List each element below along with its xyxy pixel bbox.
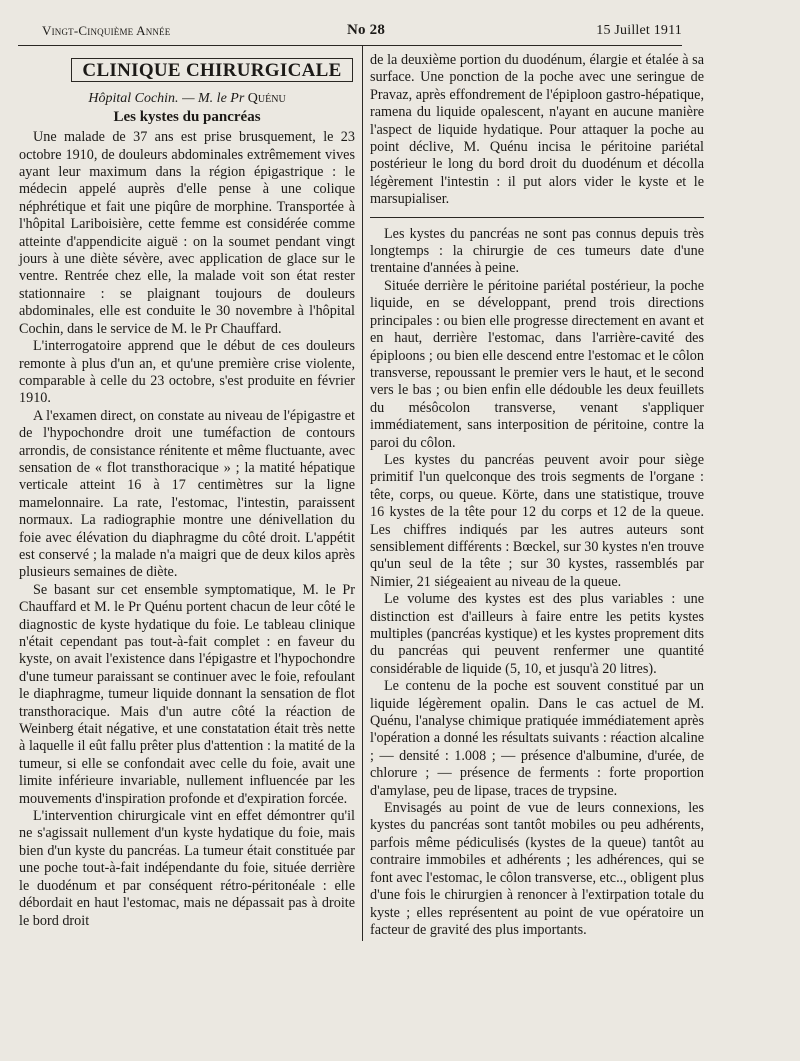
issue-number: No 28 [347,22,386,38]
paragraph: Se basant sur cet ensemble symptomatique, M. le Pr Chauffard et M. le Pr Quénu portent chacun de leur côté le diagnostic de kyste hydatique du foie. Le tableau clinique n'était cependant pas tout-à-fait complet : en faveur du kyste, on avait l'existence dans l'épigastre et l'hypochondre d'une tumeur paraissant se continuer avec le foie, refoulant le diaphragme, tumeur liquide donnant la sensation de flot transthoracique. Mais d'un autre côté la réaction de Weinberg était négative, et une constatation était très nette à laquelle il eût fallu prêter plus d'attention : la matité de la tumeur, si elle se confondait avec celle du foie, avait une limite inférieure invariable, nullement influencée par les mouvements d'inspiration profonde et d'expiration forcée. [19,581,355,807]
paragraph: A l'examen direct, on constate au niveau de l'épigastre et de l'hypochondre droit une tuméfaction de contours arrondis, de consistance rénitente et même fluctuante, avec sensation de « flot transthoracique » ; la matité hépatique verticale atteint 16 à 17 centimètres sur la ligne mamelonnaire. La rate, l'estomac, l'intestin, paraissent normaux. La radiographie montre une dénivellation du foie avec élévation du diaphragme du côté droit. L'appétit est conservé ; la malade n'a maigri que de deux kilos après plusieurs semaines de diète. [19,407,355,581]
paragraph: L'interrogatoire apprend que le début de ces douleurs remonte à plus d'un an, et qu'une première crise violente, comparable à celle du 23 octobre, s'est produite en février 1910. [19,338,355,407]
left-column [19,52,355,930]
paragraph: Le volume des kystes est des plus variables : une distinction est d'ailleurs à faire entre les petits kystes multiples (pancréas kystique) et les kystes proprement dits du pancréas qui peuvent renfermer une quantité considérable de liquide (5, 10, et jusqu'à 20 litres). [370,591,704,677]
running-head [42,22,682,40]
volume-label: Vingt-Cinquième Année [42,23,171,38]
paragraph: de la deuxième portion du duodénum, élargie et étalée à sa surface. Une ponction de la poche avec une seringue de Pravaz, après effondrement de l'épiploon gastro-hépatique, ramena du liquide opalescent, n'ayant en aucune manière l'aspect de liquide hydatique. Pour attaquer la poche au point déclive, M. Quénu incisa le péritoine pariétal postérieur le long du bord droit du duodénum et décolla légèrement l'intestin : il put alors vider le kyste et le marsupialiser. [370,52,704,208]
byline-separator: — M. le Pr [178,91,248,107]
section-rubric: CLINIQUE CHIRURGICALE [71,58,353,82]
paragraph: Les kystes du pancréas ne sont pas connus depuis très longtemps : la chirurgie de ces tumeurs date d'une trentaine d'années à peine. [370,225,704,277]
paragraph: Le contenu de la poche est souvent constitué par un liquide légèrement opalin. Dans le cas actuel de M. Quénu, l'analyse chimique pratiquée immédiatement après l'opération a donné les résultats suivants : réaction alcaline ; — densité : 1.008 ; — présence d'albumine, d'urée, de chlorure ; — présence de ferments : forte proportion d'amylase, peu de lipase, traces de trypsine. [370,678,704,799]
article-title: Les kystes du pancréas [113,108,261,125]
paragraph: Envisagés au point de vue de leurs connexions, les kystes du pancréas sont tantôt mobiles ou peu adhérents, parfois même pédiculisés (kystes de la queue) tantôt au contraire immobiles et adhérents ; les adhérences, qui se font avec l'estomac, le côlon transverse, etc.., obligent plus d'une fois le chirurgien à renoncer à l'extirpation totale du kyste ; elles représentent au point de vue opératoire un facteur de gravité des plus importants. [370,800,704,938]
byline [19,90,355,107]
section-divider [370,217,704,218]
paragraph: L'intervention chirurgicale vint en effet démontrer qu'il ne s'agissait nullement d'un kyste hydatique du foie, mais bien d'un kyste du pancréas. La tumeur était constituée par une poche tout-à-fait indépendante du foie, située derrière le duodénum et par conséquent rétro-péritonéale : elle débordait en haut l'estomac, mais ne dépassait pas à droite le bord droit [19,808,355,929]
paragraph: Une malade de 37 ans est prise brusquement, le 23 octobre 1910, de douleurs abdominales extrêmement vives ayant leur maximum dans la région épigastrique : le médecin appelé auprès d'elle pense à une colique néphrétique et fait une piqûre de morphine. Transportée à l'hôpital Lariboisière, cette femme est considérée comme atteinte d'appendicite aiguë : on la soumet pendant vingt jours à une diète sévère, avec application de glace sur le ventre. Rentrée chez elle, la malade voit son état rester stationnaire : se plaignant toujours de douleurs abdominales, elle est conduite le 30 novembre à l'hôpital Cochin, dans le service de M. le Pr Chauffard. [19,129,355,337]
right-column [370,52,704,939]
author-name: Quénu [247,91,286,107]
issue-date: 15 Juillet 1911 [596,23,682,38]
paragraph: Située derrière le péritoine pariétal postérieur, la poche liquide, en se développant, prend trois directions principales : ou bien elle progresse directement en avant et en haut, derrière l'estomac, dans l'arrière-cavité des épiploons ; ou bien elle descend entre l'estomac et le côlon transverse, repoussant le premier vers le haut, et le second vers le bas ; ou bien enfin elle dédouble les deux feuillets du mésôcolon transverse, venant s'appliquer immédiatement, sans interposition de péritoine, contre la paroi du côlon. [370,277,704,451]
paragraph: Les kystes du pancréas peuvent avoir pour siège primitif l'un quelconque des trois segments de l'organe : tête, corps, ou queue. Körte, dans une statistique, trouve 16 kystes de la tête pour 12 du corps et 12 de la queue. Les chiffres indiqués par les autres auteurs sont sensiblement différents : Bœckel, sur 30 kystes n'en trouve qu'un seul de la tête ; sur 30 kystes, rassemblés par Nimier, 21 siégeaient au niveau de la queue. [370,451,704,590]
hospital-name: Hôpital Cochin. [88,91,179,107]
column-divider [362,46,363,941]
header-rule [18,45,682,46]
